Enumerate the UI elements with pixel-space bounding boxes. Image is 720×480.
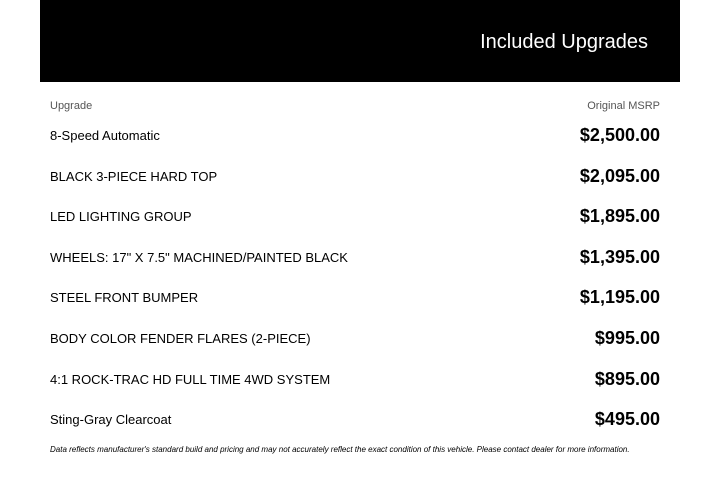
upgrade-name: 8-Speed Automatic [50, 128, 160, 143]
upgrade-name: WHEELS: 17" X 7.5" MACHINED/PAINTED BLACK [50, 249, 348, 265]
upgrade-price: $2,500.00 [579, 125, 660, 145]
upgrade-name: LED LIGHTING GROUP [50, 209, 192, 225]
upgrades-list [50, 116, 660, 441]
upgrade-row [50, 278, 660, 319]
upgrade-name: BODY COLOR FENDER FLARES (2-PIECE) [50, 330, 311, 346]
upgrade-price: $995.00 [594, 327, 660, 348]
upgrade-row [50, 360, 660, 401]
upgrade-name: Sting-Gray Clearcoat [50, 412, 172, 428]
upgrade-price: $1,895.00 [579, 206, 660, 227]
upgrade-row [50, 319, 660, 360]
upgrade-row [50, 400, 660, 441]
upgrade-price: $1,195.00 [579, 287, 660, 308]
upgrade-row [50, 116, 660, 157]
upgrade-price: $2,095.00 [579, 165, 660, 186]
upgrade-row [50, 197, 660, 238]
page-title: Included Upgrades [480, 31, 648, 53]
upgrade-price: $895.00 [594, 368, 660, 389]
header-banner [40, 0, 680, 82]
msrp-column-header: Original MSRP [587, 100, 660, 112]
upgrade-name: BLACK 3-PIECE HARD TOP [50, 168, 218, 184]
upgrade-row [50, 238, 660, 279]
upgrade-name: 4:1 ROCK-TRAC HD FULL TIME 4WD SYSTEM [50, 371, 331, 387]
upgrade-name: STEEL FRONT BUMPER [50, 290, 199, 306]
upgrade-price: $1,395.00 [579, 246, 660, 267]
upgrade-price: $495.00 [594, 409, 660, 430]
upgrade-row [50, 157, 660, 198]
disclaimer-text: Data reflects manufacturer's standard build and pricing and may not accurately reflect the exact condition of this vehicle. Please contact dealer for more information. [50, 445, 630, 454]
upgrade-column-header: Upgrade [50, 100, 93, 112]
